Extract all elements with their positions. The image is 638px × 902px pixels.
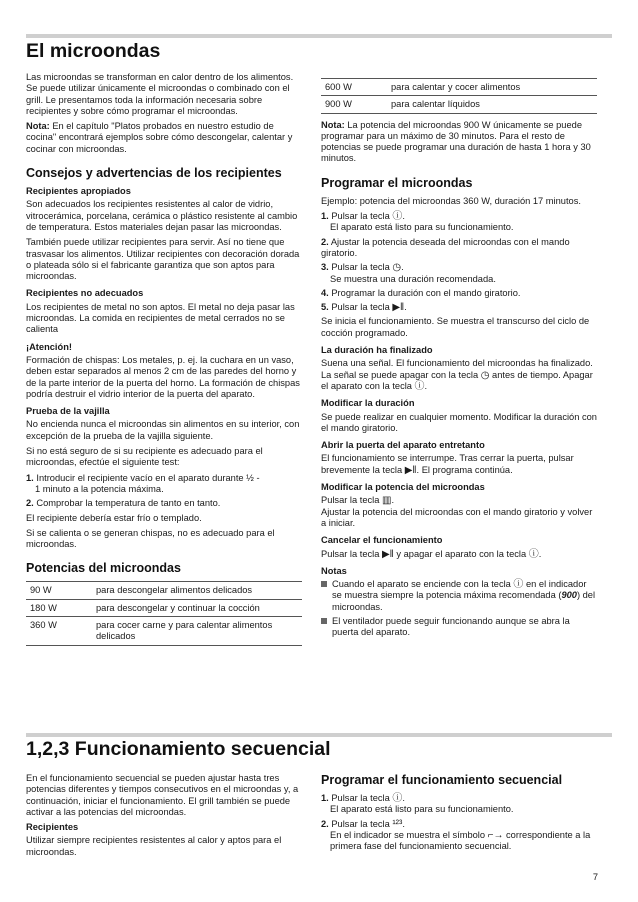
note-item-1: [321, 579, 597, 613]
prueba-p2: Si no está seguro de si su recipiente es adecuado para el microondas, efectúe el siguiente test:: [26, 446, 263, 468]
desc-cell: para calentar líquidos: [391, 99, 480, 110]
desc-cell: para descongelar alimentos delicados: [96, 585, 253, 596]
bullet-square-icon: [321, 581, 327, 587]
modificar-p: Se puede realizar en cualquier momento. Modificar la duración con el mando giratorio.: [321, 411, 597, 433]
heading-modificar: Modificar la duración: [321, 398, 415, 409]
key-icon: ◷: [392, 262, 402, 274]
section-title-microondas: El microondas: [26, 40, 161, 62]
heading-recipientes: Recipientes: [26, 822, 79, 833]
step-number: 2.: [321, 236, 329, 247]
right-column: [321, 78, 597, 642]
text: .: [391, 495, 395, 506]
note-text: El ventilador puede seguir funcionando aunque se abra la puerta del aparato.: [332, 615, 570, 638]
power-cell: 600 W: [325, 82, 352, 92]
step-text: Pulsar la tecla: [331, 211, 393, 222]
note-paragraph: [26, 121, 302, 155]
heading-cancelar: Cancelar el funcionamiento: [321, 535, 443, 546]
heading-prog-secuencial: Programar el funcionamiento secuencial: [321, 773, 563, 787]
step-text: Pulsar la tecla: [331, 262, 393, 273]
potencias-table-part2: [321, 78, 597, 114]
top-rule: [26, 34, 612, 38]
programar-step: [321, 211, 597, 234]
note-text: [332, 579, 597, 613]
text: Cuando el aparato se enciende con la tecla: [332, 579, 514, 590]
no-adecuados-p: Los recipientes de metal no son aptos. El metal no deja pasar las microondas. La comida en recipientes de metal cerrados no se calienta: [26, 301, 295, 335]
table-row: [321, 96, 597, 113]
power-cell: 360 W: [30, 619, 57, 630]
programar-step: [321, 288, 597, 299]
text: Pulsar la tecla: [321, 495, 382, 506]
apropiados-p2: También puede utilizar recipientes para servir. Así no tiene que trasvasar los alimentos. Utilizar recipientes con decoración dorada o plateada sólo si el fabricante garantiza que son aptos para microondas.: [26, 237, 300, 282]
step-number: 1.: [26, 472, 34, 483]
prueba-p4: Si se calienta o se generan chispas, no es adecuado para el microondas.: [26, 527, 275, 550]
section2-rule: [26, 733, 612, 737]
step-text: Ajustar la potencia deseada del microondas con el mando giratorio.: [321, 236, 570, 258]
heading-modificar-potencia: Modificar la potencia del microondas: [321, 482, 485, 493]
step-number: 2.: [321, 818, 329, 829]
text: Pulsar la tecla: [321, 548, 382, 559]
step-text: Pulsar la tecla: [331, 818, 393, 829]
step-text: Programar la duración con el mando giratorio.: [331, 287, 521, 298]
programar-step: [321, 237, 597, 260]
microwave-icon: ▥: [381, 495, 392, 507]
potencias-table-part1: [26, 581, 302, 645]
power-icon: ⓘ: [528, 548, 539, 560]
step-text: Pulsar la tecla: [331, 302, 393, 313]
note-text: En el capítulo "Platos probados en nuestro estudio de cocina" encontrará ejemplos sobre cómo descongelar, calentar y cocinar con microondas.: [26, 121, 293, 154]
step-number: 5.: [321, 302, 329, 313]
programar-step: [321, 302, 597, 313]
step-sub: El aparato está listo para su funcionamiento.: [330, 804, 514, 815]
step-text: Introducir el recipiente vacío en el aparato durante ½ -: [36, 472, 260, 483]
note-label: Nota:: [26, 121, 50, 132]
secuencial-step-2: [321, 819, 597, 853]
power-icon: ⓘ: [392, 793, 403, 804]
apropiados-p1: Son adecuados los recipientes resistentes al calor de vidrio, vitrocerámica, porcelana, cerámica o plástico resistente al cambio de temperatura. Estos materiales dejan pasar las microondas.: [26, 199, 298, 232]
programar-step: [321, 262, 597, 285]
heading-notas: Notas: [321, 565, 347, 576]
step-number: 2.: [26, 498, 34, 509]
text: El funcionamiento se interrumpe. Tras cerrar la puerta, pulsar brevemente la tecla: [321, 453, 574, 475]
note-item-2: [321, 616, 597, 639]
secuencial-step-1: [321, 793, 597, 816]
power-cell: 180 W: [30, 602, 57, 613]
abrir-p: [321, 453, 597, 476]
step-sub: Se muestra una duración recomendada.: [330, 273, 496, 284]
key-icon: ⓘ: [392, 211, 403, 223]
key-icon: ▶‖: [392, 302, 405, 314]
power-cell: 90 W: [30, 585, 52, 596]
heading-consejos: Consejos y advertencias de los recipientes: [26, 166, 282, 181]
step-sub: [321, 830, 597, 853]
step-number: 1.: [321, 793, 329, 803]
intro-paragraph: Las microondas se transforman en calor dentro de los alimentos. Se puede utilizar únicamente el microondas o combinado con el grill. Le presentamos toda la información necesaria sobre recipientes y sobre cómo programar el microondas.: [26, 72, 294, 116]
heading-prueba: Prueba de la vajilla: [26, 406, 110, 417]
text: .: [424, 380, 428, 391]
step-number: 4.: [321, 287, 329, 298]
text: Suena una señal. El funcionamiento del microondas ha finalizado. La señal se puede apagar con la tecla: [321, 358, 593, 380]
note-text: La potencia del microondas 900 W únicamente se puede programar para un máximo de 30 minutos. Para el resto de potencias se puede programar una duración de hasta 1 hora y 30 minutos.: [321, 119, 591, 164]
text: y apagar el aparato con la tecla: [393, 548, 529, 559]
step-text: Pulsar la tecla: [331, 793, 393, 803]
timer-icon: ◷: [480, 369, 490, 381]
heading-atencion: ¡Atención!: [26, 341, 72, 352]
sequence-123-icon: ¹²³: [392, 818, 403, 830]
text: . El programa continúa.: [416, 464, 513, 475]
step-text-cont: 1 minuto a la potencia máxima.: [35, 483, 164, 494]
heading-no-adecuados: Recipientes no adecuados: [26, 288, 144, 299]
text: En el indicador se muestra el símbolo: [330, 829, 488, 840]
section2-left-column: [26, 773, 302, 862]
heading-potencias: Potencias del microondas: [26, 561, 181, 576]
step-text: .: [402, 211, 405, 222]
step-number: 1.: [321, 211, 329, 222]
section2-right-column: [321, 773, 597, 855]
step-number: 3.: [321, 262, 329, 273]
table-row: [26, 582, 302, 599]
heading-programar: Programar el microondas: [321, 175, 473, 190]
step-text: .: [401, 262, 404, 273]
prueba-p3: El recipiente debería estar frío o templado.: [26, 512, 202, 523]
table-row: [321, 79, 597, 96]
bullet-square-icon: [321, 618, 327, 624]
note-label: Nota:: [321, 119, 345, 130]
finalizado-p: [321, 358, 597, 392]
text: antes de tiempo. Apagar el aparato con la tecla: [321, 369, 593, 391]
section-title-secuencial: 1,2,3 Funcionamiento secuencial: [26, 738, 331, 760]
prueba-step-1: [26, 473, 302, 496]
table-row: [26, 599, 302, 616]
text: correspondiente a la primera fase del funcionamiento secuencial.: [330, 829, 591, 852]
nota-900-paragraph: [321, 120, 597, 165]
start-pause-icon: ▶‖: [404, 464, 417, 476]
table-row: [26, 616, 302, 645]
heading-apropiados: Recipientes apropiados: [26, 186, 131, 197]
step-text: .: [404, 302, 407, 313]
power-icon: ⓘ: [414, 380, 425, 392]
step-text: .: [402, 818, 405, 829]
start-pause-icon: ▶‖: [381, 548, 394, 560]
programar-example: Ejemplo: potencia del microondas 360 W, duración 17 minutos.: [321, 195, 581, 206]
text: .: [538, 548, 542, 559]
prueba-step-2: [26, 498, 302, 509]
desc-cell: para descongelar y continuar la cocción: [96, 602, 260, 613]
atencion-p: Formación de chispas: Los metales, p. ej. la cuchara en un vaso, deben estar separados al menos 2 cm de las paredes del horno y de la parte interior de la puerta del horno. La formación de chispas podría destruir el vidrio interior de la puerta del aparato.: [26, 354, 300, 399]
programar-steps: [321, 211, 597, 313]
desc-cell: para cocer carne y para calentar alimentos delicados: [96, 619, 273, 642]
prueba-p1: No encienda nunca el microondas sin alimentos en su interior, con excepción de la prueba de la vajilla siguiente.: [26, 419, 300, 441]
display-value: 900: [561, 590, 577, 601]
recipientes-p: Utilizar siempre recipientes resistentes al calor y aptos para el microondas.: [26, 835, 282, 857]
power-icon: ⓘ: [513, 579, 524, 591]
desc-cell: para calentar y cocer alimentos: [391, 82, 521, 92]
step-text: Comprobar la temperatura de tanto en tanto.: [36, 498, 221, 509]
modpot-p: [321, 495, 597, 529]
secuencial-intro: En el funcionamiento secuencial se pueden ajustar hasta tres potencias diferentes y tiempos consecutivos en el microondas y, a continuación, iniciar el funcionamiento. El grill también se puede activar a las potencias del microondas.: [26, 773, 299, 817]
text: en el indicador se muestra siempre la potencia máxima recomendada (: [332, 579, 587, 601]
cancelar-p: [321, 549, 597, 560]
left-column: [26, 72, 302, 652]
sequence-arrow-icon: ⌐→: [487, 829, 504, 841]
step-text: .: [402, 793, 405, 803]
heading-abrir: Abrir la puerta del aparato entretanto: [321, 440, 485, 451]
page-number: 7: [592, 872, 598, 882]
step-sub: El aparato está listo para su funcionamiento.: [330, 222, 514, 233]
programar-after: Se inicia el funcionamiento. Se muestra el transcurso del ciclo de cocción programado.: [321, 316, 590, 338]
text: Ajustar la potencia del microondas con el mando giratorio y volver a iniciar.: [321, 506, 593, 528]
power-cell: 900 W: [325, 99, 352, 110]
heading-finalizado: La duración ha finalizado: [321, 345, 433, 356]
text: ) del microondas.: [332, 590, 596, 612]
